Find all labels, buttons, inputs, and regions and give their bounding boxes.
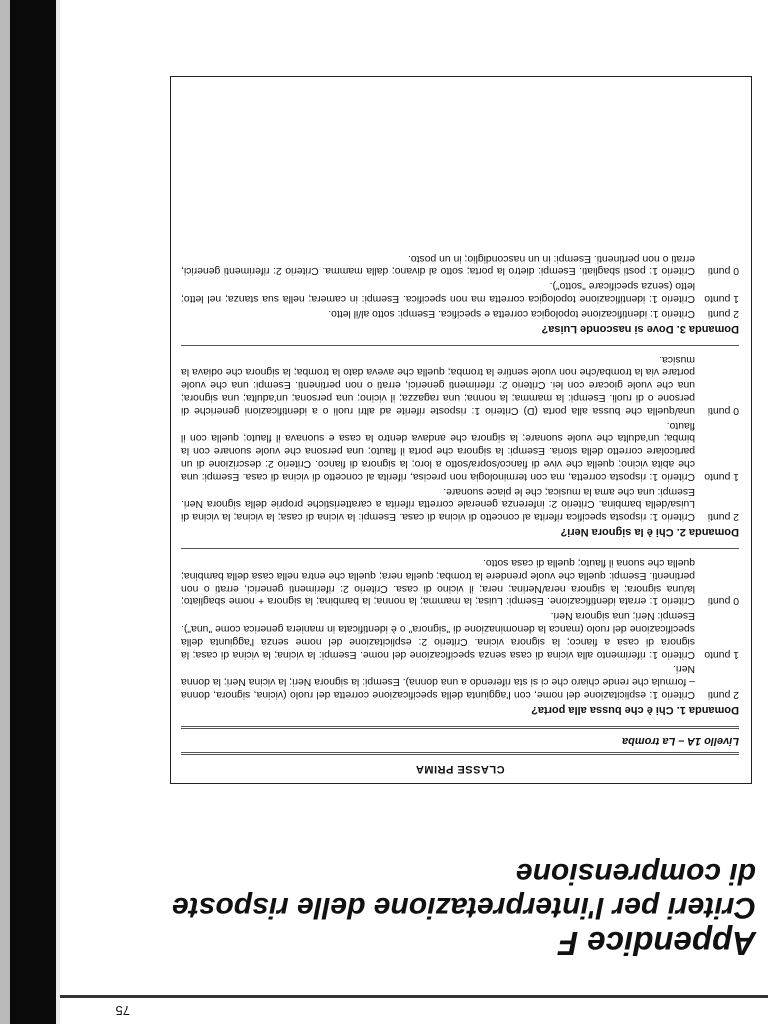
points-label: 2 punti xyxy=(707,511,739,523)
criterion-text: Criterio 1: risposta corretta, ma con terminologia non precisa, riferita al concetto di vicina di casa. Esempi: una che abita vicino; quella che vive di fianco/sopra/sotto a loro; la signora di fianco. Criterio 2: descrizione di un particolare corretto della storia. Esempi: la signora che porta il flauto; una persona che vuole suonare con la bimba; un'adulta che vuole suonare; la signora che andava dentro la casa e suonava il flauto; quella con il flauto. xyxy=(181,419,695,482)
header-rule xyxy=(60,995,768,998)
divider xyxy=(181,726,739,729)
level-title: Livello 1A – La tromba xyxy=(622,735,739,747)
points-label: 2 punti xyxy=(707,689,739,700)
appendix-title: Appendice F xyxy=(557,925,756,962)
criterion-text: una/quella che bussa alla porta (D) Criterio 1: risposte riferite ad altri ruoli o a identificazioni generiche di persone o di ruoli. Esempi: la mamma; la nonna; una ragazza; il vicino; una persona; un'adulta; una signora; una che vuole giocare con lei. Criterio 2: riferimenti generici, errati o non pertinenti. Esempi: una che vuole portare via la tromba/che non vuole sentire la tromba; quella che aveva dato la tromba; la signora che odiava la musica. xyxy=(181,353,695,416)
points-label: 1 punto xyxy=(704,293,739,305)
divider xyxy=(181,548,739,549)
subtitle-line-1: Criteri per l'interpretazione delle risposte xyxy=(172,891,756,924)
points-label: 0 punti xyxy=(707,595,739,607)
criterion-text: Criterio 1: errata identificazione. Esempi: Luisa; la mamma; la nonna; la bambina; la signora + nome sbagliato; la/una signora; la signora nera/Nerina; nera; il vicino di casa. Criterio 2: riferimenti generici, errati o non pertinenti. Esempi: quella che vuole prendere la tromba; quella nera; quella che entra nella casa della bambina; quella che suona il flauto; quella di casa sotto. xyxy=(181,557,695,607)
criterion-entry xyxy=(181,306,739,319)
class-title: CLASSE PRIMA xyxy=(415,763,505,775)
criterion-text: Criterio 1: esplicitazione del nome, con l'aggiunta della specificazione corretta del ruolo (vicina, signora, donna – formula che rende chiaro che ci si sta riferendo a una donna). Esempi: la signora Neri; la vicina Neri; la donna Neri. xyxy=(181,663,695,700)
points-label: 2 punti xyxy=(707,307,739,319)
binding-edge xyxy=(10,0,56,1024)
points-label: 1 punto xyxy=(704,470,739,482)
criterion-text: Criterio 1: identificazione topologica corretta ma non specifica. Esempi: in camera; nella sua stanza; nel letto; letto (senza specificare "sotto"). xyxy=(181,280,695,305)
criterion-entry xyxy=(181,278,739,304)
criterion-text: Criterio 1: riferimento alla vicina di casa senza specificazione del nome. Esempi: la vicina; la vicina di casa; la signora di casa a fianco; la signora vicina. Criterio 2: esplicitazione del nome senza l'aggiunta della specificazione del ruolo (manca la denominazione di "signora" o è identificata in maniera generica come "una"). Esempi: Neri; una signora Neri. xyxy=(181,610,695,660)
scanned-page xyxy=(60,0,768,1024)
criterion-entry xyxy=(181,662,739,700)
question-2-title: Domanda 2. Chi è la signora Neri? xyxy=(560,526,739,539)
book-binding-shadow xyxy=(0,0,60,1024)
criterion-text: Criterio 1: identificazione topologica corretta e specifica. Esempi: sotto al/il letto. xyxy=(328,307,695,319)
subtitle-line-2: di comprensione xyxy=(515,857,756,890)
criterion-entry xyxy=(181,352,739,416)
points-label: 0 punti xyxy=(707,404,739,416)
criterion-entry xyxy=(181,418,739,482)
divider xyxy=(181,752,739,755)
question-3-title: Domanda 3. Dove si nasconde Luisa? xyxy=(541,322,739,335)
criterion-entry xyxy=(181,608,739,659)
criterion-text: Criterio 1: risposta specifica riferita al concetto di vicina di casa. Esempi: la vicina di casa; la vicina; la vicina di Luisa/della bambina. Criterio 2: inferenza generale corretta riferita a caratteristiche proprie della signora Neri. Esempi: una che ama la musica; che le piace suonare. xyxy=(181,485,695,523)
title-block xyxy=(76,856,756,962)
divider xyxy=(181,345,739,346)
page-number: 75 xyxy=(115,1003,130,1018)
criterion-entry xyxy=(181,484,739,522)
criterion-entry xyxy=(181,555,739,606)
question-1-title: Domanda 1. Chi è che bussa alla porta? xyxy=(531,704,739,716)
page-gutter xyxy=(0,0,10,1024)
criterion-text: Criterio 1: posti sbagliati. Esempi: dietro la porta; sotto al divano; dalla mamma. Criterio 2: riferimenti generici, errati o non pertinenti. Esempi: in un nascondiglio; in un posto. xyxy=(181,252,695,277)
points-label: 0 punti xyxy=(707,265,739,277)
criterion-entry xyxy=(181,251,739,277)
criteria-box xyxy=(170,76,752,784)
points-label: 1 punto xyxy=(704,648,739,660)
